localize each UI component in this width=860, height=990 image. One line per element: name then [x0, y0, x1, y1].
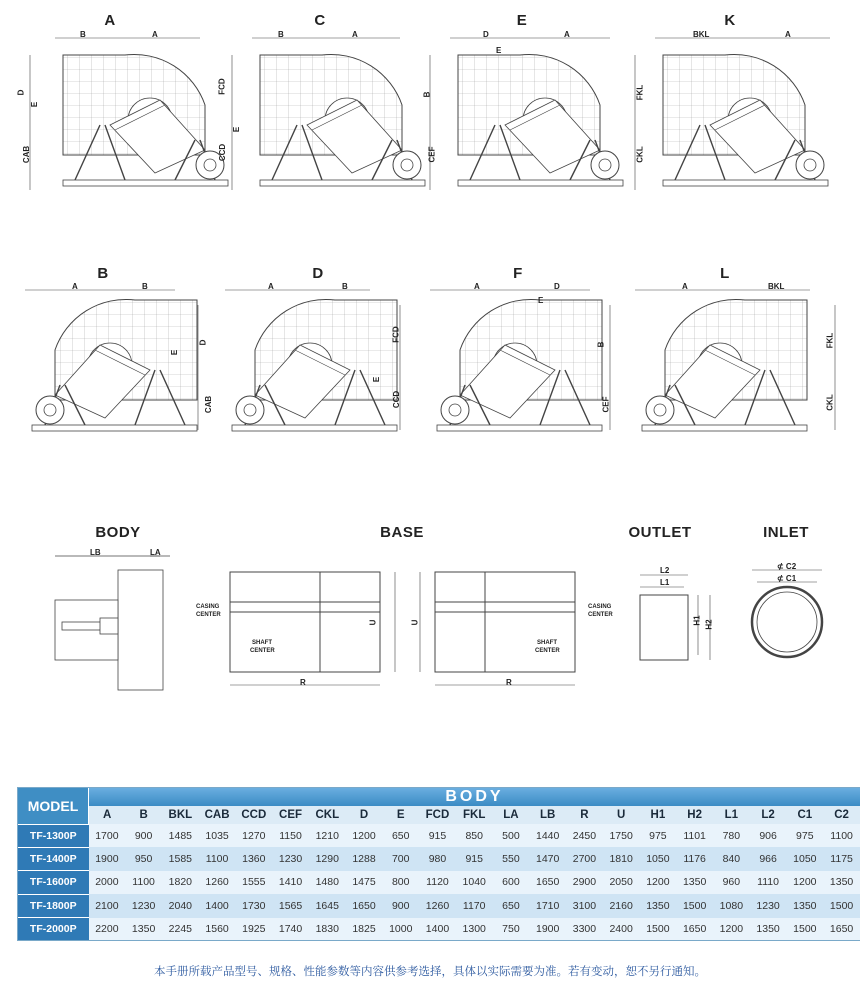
- fan-view-d: [225, 290, 400, 431]
- dim-label-lb: LB: [90, 548, 101, 557]
- value-cell: 500: [493, 824, 530, 847]
- value-cell: 1650: [823, 918, 860, 941]
- value-cell: 2160: [603, 894, 640, 917]
- value-cell: 975: [640, 824, 677, 847]
- value-cell: 1925: [235, 918, 272, 941]
- value-cell: 1500: [640, 918, 677, 941]
- column-header: CEF: [272, 806, 309, 824]
- value-cell: 1485: [162, 824, 199, 847]
- dim-label-b: B: [142, 282, 148, 291]
- column-header: C1: [786, 806, 823, 824]
- value-cell: 1288: [346, 847, 383, 870]
- value-cell: 1290: [309, 847, 346, 870]
- value-cell: 1700: [89, 824, 126, 847]
- value-cell: 1050: [640, 847, 677, 870]
- column-header: A: [89, 806, 126, 824]
- dim-label-a: A: [352, 30, 358, 39]
- model-cell: TF-2000P: [18, 918, 89, 941]
- value-cell: 2100: [89, 894, 126, 917]
- caption-body: BODY: [95, 524, 141, 541]
- dim-label-r: R: [300, 678, 306, 687]
- caption-f: F: [513, 265, 523, 282]
- dim-label-e: E: [232, 126, 242, 133]
- dim-label-a: A: [268, 282, 274, 291]
- value-cell: 1360: [235, 847, 272, 870]
- value-cell: 900: [125, 824, 162, 847]
- value-cell: 980: [419, 847, 456, 870]
- dim-label-a: A: [785, 30, 791, 39]
- column-header: CCD: [235, 806, 272, 824]
- value-cell: 1470: [529, 847, 566, 870]
- dim-label-d: D: [16, 89, 26, 96]
- dim-label-b: B: [342, 282, 348, 291]
- dim-label-b: B: [278, 30, 284, 39]
- value-cell: 1565: [272, 894, 309, 917]
- model-cell: TF-1800P: [18, 894, 89, 917]
- dim-label-a: A: [474, 282, 480, 291]
- value-cell: 780: [713, 824, 750, 847]
- value-cell: 2450: [566, 824, 603, 847]
- value-cell: 1100: [125, 871, 162, 894]
- value-cell: 2040: [162, 894, 199, 917]
- caption-d: D: [312, 265, 324, 282]
- dim-label-fkl: FKL: [825, 332, 835, 349]
- value-cell: 1500: [823, 894, 860, 917]
- value-cell: 1150: [272, 824, 309, 847]
- value-cell: 750: [493, 918, 530, 941]
- dim-label-fkl: FKL: [635, 84, 645, 101]
- column-header: C2: [823, 806, 860, 824]
- value-cell: 1400: [199, 894, 236, 917]
- table-row: [18, 894, 860, 917]
- value-cell: 1210: [309, 824, 346, 847]
- value-cell: 1555: [235, 871, 272, 894]
- value-cell: 1750: [603, 824, 640, 847]
- dim-label-la: LA: [150, 548, 161, 557]
- caption-k: K: [724, 12, 736, 29]
- value-cell: 966: [750, 847, 787, 870]
- value-cell: 1400: [419, 918, 456, 941]
- value-cell: 600: [493, 871, 530, 894]
- value-cell: 1350: [676, 871, 713, 894]
- column-header: B: [125, 806, 162, 824]
- value-cell: 915: [419, 824, 456, 847]
- value-cell: 1820: [162, 871, 199, 894]
- value-cell: 2400: [603, 918, 640, 941]
- value-cell: 1040: [456, 871, 493, 894]
- value-cell: 1120: [419, 871, 456, 894]
- value-cell: 1560: [199, 918, 236, 941]
- value-cell: 1230: [272, 847, 309, 870]
- body-drawing: [55, 556, 170, 690]
- column-header: U: [603, 806, 640, 824]
- footer-note: 本手册所载产品型号、规格、性能参数等内容供参考选择，具体以实际需要为准。若有变动，恕不另行通知。: [154, 964, 706, 978]
- body-group-header: BODY: [89, 788, 860, 806]
- dim-label-cab: CAB: [204, 395, 214, 414]
- fan-view-b: [25, 290, 198, 431]
- base-drawing-right: [420, 572, 575, 685]
- caption-b: B: [97, 265, 109, 282]
- dim-label-a: A: [72, 282, 78, 291]
- value-cell: 950: [125, 847, 162, 870]
- column-header: L2: [750, 806, 787, 824]
- value-cell: 915: [456, 847, 493, 870]
- fan-view-k: [635, 38, 830, 190]
- value-cell: 650: [382, 824, 419, 847]
- model-cell: TF-1300P: [18, 824, 89, 847]
- dim-label-e: E: [372, 376, 382, 383]
- value-cell: 1300: [456, 918, 493, 941]
- dim-label-bkl: BKL: [693, 30, 710, 39]
- column-header: D: [346, 806, 383, 824]
- column-header: H2: [676, 806, 713, 824]
- dim-label-h2: H2: [704, 619, 714, 630]
- column-header: L1: [713, 806, 750, 824]
- value-cell: 2900: [566, 871, 603, 894]
- value-cell: 1440: [529, 824, 566, 847]
- value-cell: 1101: [676, 824, 713, 847]
- value-cell: 1100: [199, 847, 236, 870]
- value-cell: 1410: [272, 871, 309, 894]
- dim-label-l1: L1: [660, 578, 670, 587]
- value-cell: 850: [456, 824, 493, 847]
- dim-label-r: R: [506, 678, 512, 687]
- label-center: CENTER: [250, 648, 275, 654]
- value-cell: 1200: [346, 824, 383, 847]
- dim-label-a: A: [682, 282, 688, 291]
- caption-l: L: [720, 265, 730, 282]
- value-cell: 1050: [786, 847, 823, 870]
- value-cell: 1730: [235, 894, 272, 917]
- fan-view-f: [430, 290, 610, 431]
- value-cell: 1900: [89, 847, 126, 870]
- fan-view-e: [427, 38, 623, 190]
- caption-base: BASE: [380, 524, 424, 541]
- column-header-row: [18, 806, 860, 824]
- column-header: FKL: [456, 806, 493, 824]
- value-cell: 1900: [529, 918, 566, 941]
- label-center: CENTER: [588, 612, 613, 618]
- dim-label-d: D: [554, 282, 560, 291]
- column-header: BKL: [162, 806, 199, 824]
- dimension-table: [17, 787, 860, 941]
- value-cell: 1650: [676, 918, 713, 941]
- dim-label-fcd: FCD: [217, 78, 227, 95]
- dim-label-h1: H1: [692, 615, 702, 626]
- value-cell: 1260: [199, 871, 236, 894]
- value-cell: 2700: [566, 847, 603, 870]
- value-cell: 1650: [529, 871, 566, 894]
- value-cell: 1740: [272, 918, 309, 941]
- dim-label-e: E: [538, 296, 544, 305]
- value-cell: 2050: [603, 871, 640, 894]
- dim-label-ccd: CCD: [392, 390, 402, 409]
- dim-label-d: D: [198, 339, 208, 346]
- dim-label-cef: CEF: [427, 146, 437, 163]
- value-cell: 1350: [750, 918, 787, 941]
- value-cell: 2000: [89, 871, 126, 894]
- value-cell: 840: [713, 847, 750, 870]
- dim-label-u: U: [410, 619, 420, 626]
- caption-inlet: INLET: [763, 524, 809, 541]
- caption-c: C: [314, 12, 326, 29]
- inlet-drawing: [752, 570, 822, 657]
- value-cell: 1645: [309, 894, 346, 917]
- caption-e: E: [516, 12, 528, 29]
- value-cell: 1200: [786, 871, 823, 894]
- column-header: H1: [640, 806, 677, 824]
- value-cell: 1500: [676, 894, 713, 917]
- fan-view-a: [30, 38, 228, 190]
- dim-label-d: D: [483, 30, 489, 39]
- label-center: CENTER: [196, 612, 221, 618]
- label-shaft: SHAFT: [252, 640, 272, 646]
- value-cell: 1810: [603, 847, 640, 870]
- value-cell: 1270: [235, 824, 272, 847]
- dim-label-a: A: [564, 30, 570, 39]
- value-cell: 960: [713, 871, 750, 894]
- base-drawing-left: [230, 572, 395, 685]
- dim-label-e: E: [30, 101, 40, 108]
- label-center: CENTER: [535, 648, 560, 654]
- value-cell: 1175: [823, 847, 860, 870]
- dim-label-b: B: [80, 30, 86, 39]
- dim-label-ckl: CKL: [825, 394, 835, 411]
- table-row: [18, 847, 860, 870]
- value-cell: 1170: [456, 894, 493, 917]
- model-cell: TF-1400P: [18, 847, 89, 870]
- dim-label-cef: CEF: [601, 396, 611, 413]
- value-cell: 2200: [89, 918, 126, 941]
- value-cell: 1260: [419, 894, 456, 917]
- value-cell: 3300: [566, 918, 603, 941]
- value-cell: 1200: [640, 871, 677, 894]
- caption-outlet: OUTLET: [628, 524, 692, 541]
- value-cell: 1710: [529, 894, 566, 917]
- value-cell: 1480: [309, 871, 346, 894]
- dim-label-bkl: BKL: [768, 282, 785, 291]
- dim-label-c2: ⊄ C2: [777, 562, 797, 571]
- value-cell: 1650: [346, 894, 383, 917]
- value-cell: 1585: [162, 847, 199, 870]
- value-cell: 1176: [676, 847, 713, 870]
- table-row: [18, 871, 860, 894]
- fan-view-c: [232, 38, 425, 190]
- value-cell: 1230: [750, 894, 787, 917]
- value-cell: 2245: [162, 918, 199, 941]
- value-cell: 1830: [309, 918, 346, 941]
- value-cell: 1035: [199, 824, 236, 847]
- dim-label-e: E: [170, 349, 180, 356]
- column-header: CAB: [199, 806, 236, 824]
- dim-label-a: A: [152, 30, 158, 39]
- column-header: CKL: [309, 806, 346, 824]
- value-cell: 1350: [125, 918, 162, 941]
- value-cell: 1825: [346, 918, 383, 941]
- dim-label-e: E: [496, 46, 502, 55]
- model-header: MODEL: [18, 788, 89, 824]
- value-cell: 1500: [786, 918, 823, 941]
- value-cell: 1350: [640, 894, 677, 917]
- dim-label-b: B: [596, 341, 606, 348]
- value-cell: 1200: [713, 918, 750, 941]
- dim-label-fcd: FCD: [391, 326, 401, 343]
- column-header: FCD: [419, 806, 456, 824]
- value-cell: 906: [750, 824, 787, 847]
- dim-label-b: B: [422, 91, 432, 98]
- value-cell: 1475: [346, 871, 383, 894]
- fan-view-l: [635, 290, 835, 431]
- dim-label-u: U: [368, 619, 378, 626]
- column-header: E: [382, 806, 419, 824]
- label-casing: CASING: [588, 604, 612, 610]
- label-shaft: SHAFT: [537, 640, 557, 646]
- value-cell: 3100: [566, 894, 603, 917]
- value-cell: 1230: [125, 894, 162, 917]
- value-cell: 650: [493, 894, 530, 917]
- value-cell: 900: [382, 894, 419, 917]
- value-cell: 800: [382, 871, 419, 894]
- value-cell: 1000: [382, 918, 419, 941]
- table-row: [18, 918, 860, 941]
- column-header: R: [566, 806, 603, 824]
- column-header: LB: [529, 806, 566, 824]
- value-cell: 975: [786, 824, 823, 847]
- model-cell: TF-1600P: [18, 871, 89, 894]
- value-cell: 1110: [750, 871, 787, 894]
- value-cell: 700: [382, 847, 419, 870]
- dim-label-ccd: CCD: [218, 143, 228, 162]
- label-casing: CASING: [196, 604, 220, 610]
- dim-label-ckl: CKL: [635, 146, 645, 163]
- value-cell: 1350: [823, 871, 860, 894]
- caption-a: A: [104, 12, 116, 29]
- table-row: [18, 824, 860, 847]
- table-body: [18, 824, 860, 940]
- value-cell: 1350: [786, 894, 823, 917]
- dim-label-cab: CAB: [22, 145, 32, 164]
- value-cell: 1080: [713, 894, 750, 917]
- column-header: LA: [493, 806, 530, 824]
- dim-label-c1: ⊄ C1: [777, 574, 797, 583]
- value-cell: 550: [493, 847, 530, 870]
- value-cell: 1100: [823, 824, 860, 847]
- dim-label-l2: L2: [660, 566, 670, 575]
